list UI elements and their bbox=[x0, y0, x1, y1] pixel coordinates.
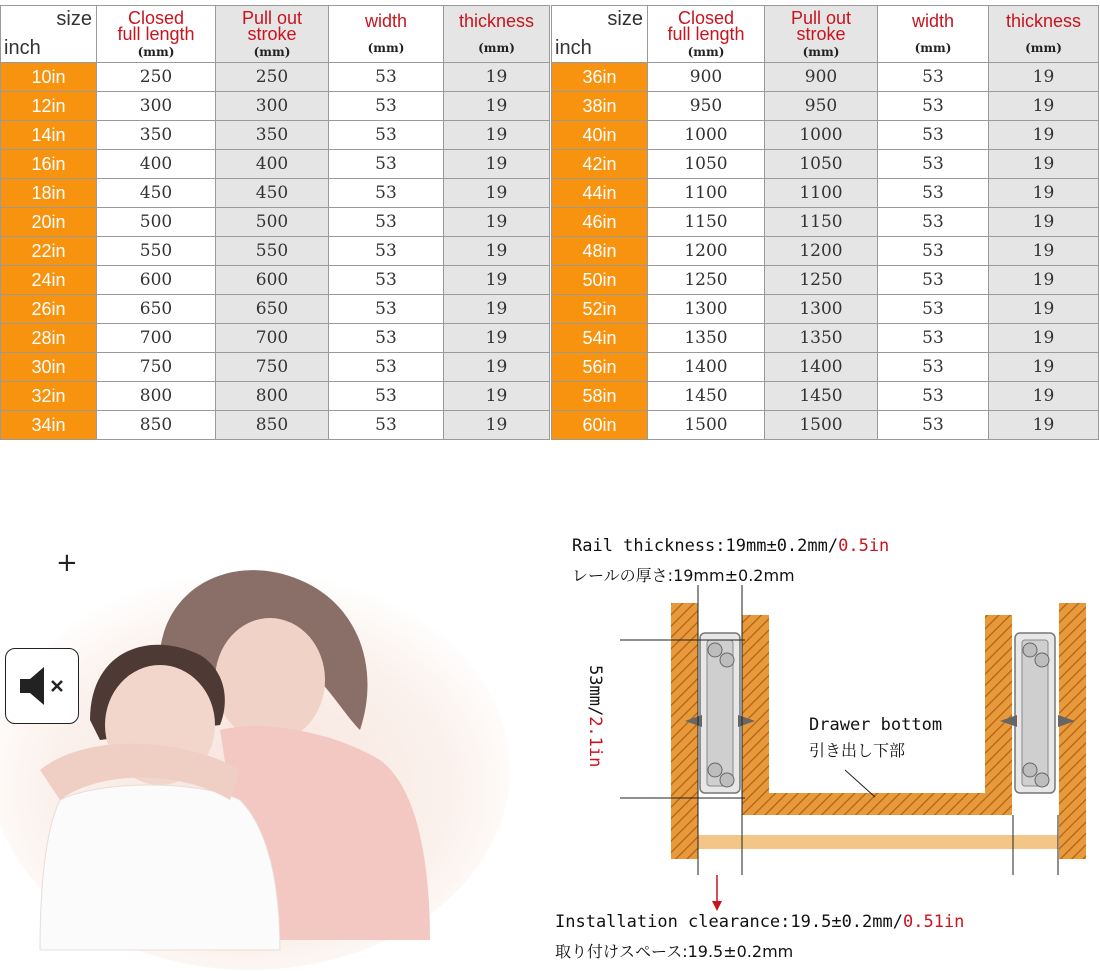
thickness-cell: 19 bbox=[989, 295, 1099, 324]
table-row bbox=[1, 121, 550, 150]
table-row bbox=[552, 150, 1099, 179]
speaker-muted-icon bbox=[6, 649, 78, 723]
thickness-cell: 19 bbox=[444, 150, 550, 179]
closed-length-cell: 250 bbox=[97, 63, 216, 92]
thickness-cell: 19 bbox=[989, 353, 1099, 382]
closed-length-cell: 550 bbox=[97, 237, 216, 266]
inch-cell: 36in bbox=[552, 63, 648, 92]
thickness-cell: 19 bbox=[989, 237, 1099, 266]
thickness-cell: 19 bbox=[989, 324, 1099, 353]
left-cabinet-wall bbox=[671, 603, 698, 859]
inch-header: inch bbox=[4, 37, 41, 59]
table-row bbox=[1, 353, 550, 382]
mother-child-photo bbox=[0, 470, 540, 970]
installation-clearance-label-jp: 取り付けスペース:19.5±0.2mm bbox=[555, 942, 794, 961]
inch-cell: 14in bbox=[1, 121, 97, 150]
stroke-cell: 1100 bbox=[765, 179, 878, 208]
stroke-cell: 1350 bbox=[765, 324, 878, 353]
installation-clearance-label: Installation clearance:19.5±0.2mm/0.51in bbox=[555, 912, 965, 932]
closed-length-cell: 700 bbox=[97, 324, 216, 353]
table-body bbox=[552, 6, 1099, 440]
size-header: size bbox=[607, 8, 643, 30]
thickness-header: thickness (mm) bbox=[989, 6, 1099, 63]
table-row bbox=[552, 295, 1099, 324]
width-cell: 53 bbox=[878, 266, 989, 295]
table-row bbox=[552, 92, 1099, 121]
closed-length-cell: 500 bbox=[97, 208, 216, 237]
stroke-cell: 450 bbox=[216, 179, 329, 208]
table-row bbox=[1, 208, 550, 237]
table-row bbox=[1, 295, 550, 324]
inch-cell: 28in bbox=[1, 324, 97, 353]
closed-length-cell: 1200 bbox=[648, 237, 765, 266]
inch-cell: 24in bbox=[1, 266, 97, 295]
thickness-cell: 19 bbox=[989, 382, 1099, 411]
stroke-cell: 1000 bbox=[765, 121, 878, 150]
inch-cell: 58in bbox=[552, 382, 648, 411]
width-cell: 53 bbox=[329, 295, 444, 324]
width-cell: 53 bbox=[329, 266, 444, 295]
left-drawer-wall bbox=[742, 615, 769, 815]
pull-out-stroke-header: Pull out stroke (mm) bbox=[216, 6, 329, 63]
inch-cell: 38in bbox=[552, 92, 648, 121]
table-body bbox=[1, 6, 550, 440]
thickness-cell: 19 bbox=[444, 266, 550, 295]
width-cell: 53 bbox=[878, 237, 989, 266]
table-row bbox=[552, 237, 1099, 266]
inch-cell: 40in bbox=[552, 121, 648, 150]
closed-length-cell: 900 bbox=[648, 63, 765, 92]
width-cell: 53 bbox=[329, 179, 444, 208]
stroke-cell: 750 bbox=[216, 353, 329, 382]
inch-cell: 12in bbox=[1, 92, 97, 121]
inch-cell: 16in bbox=[1, 150, 97, 179]
stroke-cell: 900 bbox=[765, 63, 878, 92]
inch-cell: 54in bbox=[552, 324, 648, 353]
width-cell: 53 bbox=[878, 295, 989, 324]
closed-length-cell: 750 bbox=[97, 353, 216, 382]
thickness-cell: 19 bbox=[989, 121, 1099, 150]
width-cell: 53 bbox=[329, 353, 444, 382]
closed-length-cell: 1100 bbox=[648, 179, 765, 208]
closed-length-cell: 850 bbox=[97, 411, 216, 440]
thickness-cell: 19 bbox=[989, 63, 1099, 92]
thickness-cell: 19 bbox=[989, 266, 1099, 295]
table-row bbox=[552, 179, 1099, 208]
width-cell: 53 bbox=[878, 121, 989, 150]
inch-cell: 44in bbox=[552, 179, 648, 208]
closed-length-cell: 800 bbox=[97, 382, 216, 411]
closed-length-cell: 600 bbox=[97, 266, 216, 295]
size-header: size bbox=[56, 8, 92, 30]
rail-thickness-label-jp: レールの厚さ:19mm±0.2mm bbox=[572, 566, 795, 585]
mute-button[interactable] bbox=[5, 648, 79, 724]
width-header: width (mm) bbox=[329, 6, 444, 63]
width-cell: 53 bbox=[329, 237, 444, 266]
stroke-cell: 1200 bbox=[765, 237, 878, 266]
table-row bbox=[1, 237, 550, 266]
drawer-bottom bbox=[742, 793, 1012, 815]
stroke-cell: 400 bbox=[216, 150, 329, 179]
size-table-left bbox=[0, 5, 550, 440]
right-drawer-wall bbox=[985, 615, 1012, 815]
add-button[interactable]: + bbox=[56, 548, 78, 578]
size-inch-corner bbox=[1, 6, 97, 63]
drawer-bottom-label-jp: 引き出し下部 bbox=[809, 741, 906, 760]
leader-line bbox=[845, 770, 875, 797]
inch-cell: 10in bbox=[1, 63, 97, 92]
table-row bbox=[1, 92, 550, 121]
stroke-cell: 950 bbox=[765, 92, 878, 121]
closed-length-cell: 1350 bbox=[648, 324, 765, 353]
closed-length-cell: 1000 bbox=[648, 121, 765, 150]
stroke-cell: 1300 bbox=[765, 295, 878, 324]
inch-cell: 34in bbox=[1, 411, 97, 440]
closed-length-cell: 1500 bbox=[648, 411, 765, 440]
table-header-row bbox=[1, 6, 550, 63]
installation-diagram bbox=[545, 525, 1100, 971]
width-cell: 53 bbox=[329, 92, 444, 121]
table-row bbox=[1, 150, 550, 179]
closed-length-cell: 1250 bbox=[648, 266, 765, 295]
inch-cell: 50in bbox=[552, 266, 648, 295]
stroke-cell: 550 bbox=[216, 237, 329, 266]
thickness-cell: 19 bbox=[444, 179, 550, 208]
closed-length-cell: 1300 bbox=[648, 295, 765, 324]
inch-cell: 18in bbox=[1, 179, 97, 208]
width-cell: 53 bbox=[329, 121, 444, 150]
thickness-cell: 19 bbox=[989, 179, 1099, 208]
stroke-cell: 1450 bbox=[765, 382, 878, 411]
table-row bbox=[1, 411, 550, 440]
drawer-bottom-label: Drawer bottom bbox=[809, 715, 943, 735]
table-row bbox=[552, 411, 1099, 440]
width-cell: 53 bbox=[329, 324, 444, 353]
width-cell: 53 bbox=[878, 63, 989, 92]
closed-length-cell: 300 bbox=[97, 92, 216, 121]
pull-out-stroke-header: Pull out stroke (mm) bbox=[765, 6, 878, 63]
table-row bbox=[552, 121, 1099, 150]
table-row bbox=[1, 266, 550, 295]
closed-length-cell: 1400 bbox=[648, 353, 765, 382]
right-cabinet-wall bbox=[1059, 603, 1086, 859]
width-cell: 53 bbox=[329, 150, 444, 179]
width-cell: 53 bbox=[878, 179, 989, 208]
width-cell: 53 bbox=[329, 208, 444, 237]
thickness-cell: 19 bbox=[444, 63, 550, 92]
inch-cell: 60in bbox=[552, 411, 648, 440]
closed-length-cell: 1450 bbox=[648, 382, 765, 411]
closed-length-cell: 650 bbox=[97, 295, 216, 324]
thickness-cell: 19 bbox=[989, 150, 1099, 179]
width-cell: 53 bbox=[329, 63, 444, 92]
closed-length-cell: 350 bbox=[97, 121, 216, 150]
width-cell: 53 bbox=[878, 382, 989, 411]
thickness-cell: 19 bbox=[444, 208, 550, 237]
width-cell: 53 bbox=[878, 411, 989, 440]
stroke-cell: 1500 bbox=[765, 411, 878, 440]
table-row bbox=[552, 353, 1099, 382]
table-row bbox=[552, 324, 1099, 353]
inch-cell: 22in bbox=[1, 237, 97, 266]
thickness-header: thickness (mm) bbox=[444, 6, 550, 63]
inch-cell: 26in bbox=[1, 295, 97, 324]
width-cell: 53 bbox=[878, 150, 989, 179]
stroke-cell: 700 bbox=[216, 324, 329, 353]
table-row bbox=[1, 63, 550, 92]
thickness-cell: 19 bbox=[444, 121, 550, 150]
table-row bbox=[1, 382, 550, 411]
thickness-cell: 19 bbox=[444, 237, 550, 266]
thickness-cell: 19 bbox=[444, 295, 550, 324]
rail-height-label: 53mm/2.1in bbox=[585, 665, 605, 768]
stroke-cell: 500 bbox=[216, 208, 329, 237]
table-row bbox=[552, 382, 1099, 411]
inch-cell: 46in bbox=[552, 208, 648, 237]
closed-length-cell: 450 bbox=[97, 179, 216, 208]
stroke-cell: 1400 bbox=[765, 353, 878, 382]
inch-cell: 52in bbox=[552, 295, 648, 324]
clearance-band bbox=[698, 835, 1058, 849]
inch-cell: 48in bbox=[552, 237, 648, 266]
inch-cell: 20in bbox=[1, 208, 97, 237]
stroke-cell: 600 bbox=[216, 266, 329, 295]
thickness-cell: 19 bbox=[989, 208, 1099, 237]
inch-cell: 42in bbox=[552, 150, 648, 179]
stroke-cell: 1250 bbox=[765, 266, 878, 295]
stroke-cell: 350 bbox=[216, 121, 329, 150]
inch-cell: 56in bbox=[552, 353, 648, 382]
thickness-cell: 19 bbox=[444, 353, 550, 382]
table-header-row bbox=[552, 6, 1099, 63]
thickness-cell: 19 bbox=[444, 411, 550, 440]
closed-length-cell: 400 bbox=[97, 150, 216, 179]
closed-length-cell: 1050 bbox=[648, 150, 765, 179]
stroke-cell: 1150 bbox=[765, 208, 878, 237]
thickness-cell: 19 bbox=[989, 411, 1099, 440]
closed-length-header: Closed full length (mm) bbox=[97, 6, 216, 63]
closed-length-cell: 1150 bbox=[648, 208, 765, 237]
width-header: width (mm) bbox=[878, 6, 989, 63]
table-row bbox=[1, 179, 550, 208]
stroke-cell: 250 bbox=[216, 63, 329, 92]
width-cell: 53 bbox=[329, 382, 444, 411]
thickness-cell: 19 bbox=[989, 92, 1099, 121]
size-inch-corner bbox=[552, 6, 648, 63]
width-cell: 53 bbox=[878, 208, 989, 237]
thickness-cell: 19 bbox=[444, 324, 550, 353]
size-table-right bbox=[551, 5, 1099, 440]
closed-length-cell: 950 bbox=[648, 92, 765, 121]
width-cell: 53 bbox=[878, 92, 989, 121]
width-cell: 53 bbox=[878, 324, 989, 353]
thickness-cell: 19 bbox=[444, 382, 550, 411]
stroke-cell: 1050 bbox=[765, 150, 878, 179]
inch-cell: 32in bbox=[1, 382, 97, 411]
stroke-cell: 300 bbox=[216, 92, 329, 121]
table-row bbox=[552, 208, 1099, 237]
inch-cell: 30in bbox=[1, 353, 97, 382]
width-cell: 53 bbox=[329, 411, 444, 440]
closed-length-header: Closed full length (mm) bbox=[648, 6, 765, 63]
table-row bbox=[552, 266, 1099, 295]
width-cell: 53 bbox=[878, 353, 989, 382]
table-row bbox=[1, 324, 550, 353]
thickness-cell: 19 bbox=[444, 92, 550, 121]
table-row bbox=[552, 63, 1099, 92]
rail-thickness-label: Rail thickness:19mm±0.2mm/0.5in bbox=[572, 536, 890, 556]
stroke-cell: 800 bbox=[216, 382, 329, 411]
inch-header: inch bbox=[555, 37, 592, 59]
stroke-cell: 650 bbox=[216, 295, 329, 324]
stroke-cell: 850 bbox=[216, 411, 329, 440]
